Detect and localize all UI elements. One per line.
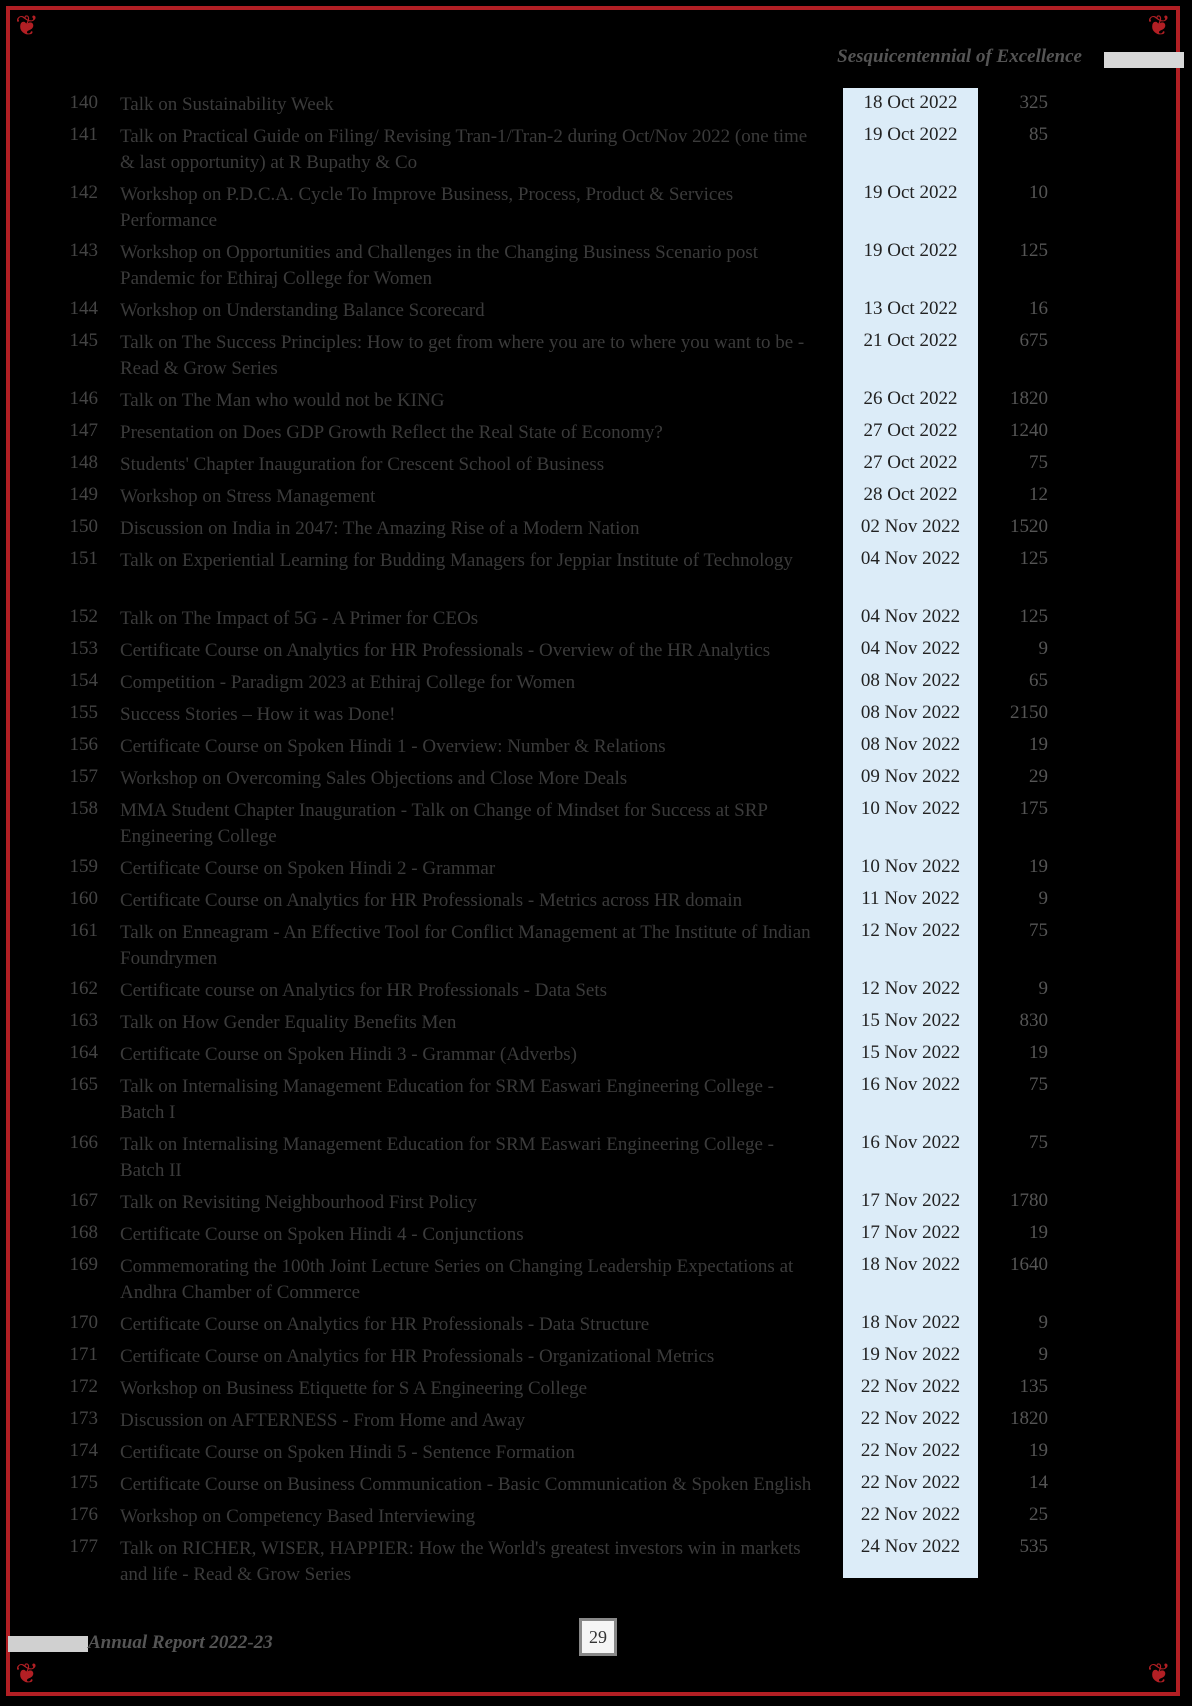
table-row bbox=[0, 92, 1192, 124]
row-count: 125 bbox=[1019, 606, 1048, 627]
table-row bbox=[0, 388, 1192, 420]
row-title: Certificate Course on Business Communication - Basic Communication & Spoken English bbox=[120, 1474, 812, 1495]
table-row bbox=[0, 1312, 1192, 1344]
row-number: 167 bbox=[69, 1190, 98, 1211]
row-date: 21 Oct 2022 bbox=[863, 330, 958, 351]
table-row bbox=[0, 1376, 1192, 1408]
row-count: 9 bbox=[1038, 1344, 1048, 1365]
row-number: 164 bbox=[69, 1042, 98, 1063]
row-count: 12 bbox=[1029, 484, 1048, 505]
row-date: 04 Nov 2022 bbox=[860, 548, 961, 569]
row-number: 145 bbox=[69, 330, 98, 351]
row-count: 125 bbox=[1019, 548, 1048, 569]
row-number: 168 bbox=[69, 1222, 98, 1243]
row-number: 170 bbox=[69, 1312, 98, 1333]
header-accent-bar bbox=[1104, 52, 1184, 68]
row-count: 16 bbox=[1029, 298, 1048, 319]
row-count: 1240 bbox=[1010, 420, 1048, 441]
row-number: 148 bbox=[69, 452, 98, 473]
table-row bbox=[0, 1254, 1192, 1312]
row-count: 10 bbox=[1029, 182, 1048, 203]
row-count: 1780 bbox=[1010, 1190, 1048, 1211]
row-date: 08 Nov 2022 bbox=[860, 702, 961, 723]
row-number: 152 bbox=[69, 606, 98, 627]
row-count: 175 bbox=[1019, 798, 1048, 819]
table-row bbox=[0, 1010, 1192, 1042]
row-date: 19 Nov 2022 bbox=[860, 1344, 961, 1365]
table-row bbox=[0, 484, 1192, 516]
table-row bbox=[0, 978, 1192, 1010]
row-count: 1820 bbox=[1010, 388, 1048, 409]
row-date: 16 Nov 2022 bbox=[860, 1074, 961, 1095]
row-count: 75 bbox=[1029, 920, 1048, 941]
row-number: 176 bbox=[69, 1504, 98, 1525]
row-date: 26 Oct 2022 bbox=[863, 388, 958, 409]
row-date: 18 Nov 2022 bbox=[860, 1312, 961, 1333]
row-title: Workshop on Competency Based Interviewing bbox=[120, 1506, 476, 1527]
table-row bbox=[0, 638, 1192, 670]
table-row bbox=[0, 1042, 1192, 1074]
corner-ornament-icon: ❦ bbox=[15, 11, 39, 42]
row-title: Talk on Sustainability Week bbox=[120, 94, 334, 115]
row-date: 15 Nov 2022 bbox=[860, 1042, 961, 1063]
row-title: Talk on Internalising Management Education for SRM Easwari Engineering College - Batch I bbox=[120, 1076, 774, 1123]
table-row bbox=[0, 606, 1192, 638]
row-number: 166 bbox=[69, 1132, 98, 1153]
corner-ornament-icon: ❦ bbox=[15, 1659, 39, 1690]
row-count: 830 bbox=[1019, 1010, 1048, 1031]
row-number: 144 bbox=[69, 298, 98, 319]
row-number: 163 bbox=[69, 1010, 98, 1031]
row-title: Certificate Course on Spoken Hindi 1 - Overview: Number & Relations bbox=[120, 736, 666, 757]
footer-accent-bar bbox=[8, 1636, 88, 1652]
row-count: 19 bbox=[1029, 1222, 1048, 1243]
row-date: 19 Oct 2022 bbox=[863, 124, 958, 145]
row-count: 14 bbox=[1029, 1472, 1048, 1493]
row-date: 19 Oct 2022 bbox=[863, 182, 958, 203]
row-title: Students' Chapter Inauguration for Crescent School of Business bbox=[120, 454, 605, 475]
row-count: 75 bbox=[1029, 1132, 1048, 1153]
row-title: Discussion on AFTERNESS - From Home and Away bbox=[120, 1410, 526, 1431]
row-count: 675 bbox=[1019, 330, 1048, 351]
row-title: Workshop on Stress Management bbox=[120, 486, 376, 507]
row-number: 151 bbox=[69, 548, 98, 569]
table-row bbox=[0, 182, 1192, 240]
row-title: Certificate Course on Spoken Hindi 3 - Grammar (Adverbs) bbox=[120, 1044, 577, 1065]
row-title: Talk on The Success Principles: How to get from where you are to where you want to be - Read & Grow Series bbox=[120, 332, 805, 379]
row-title: Discussion on India in 2047: The Amazing Rise of a Modern Nation bbox=[120, 518, 640, 539]
row-number: 165 bbox=[69, 1074, 98, 1095]
row-count: 9 bbox=[1038, 978, 1048, 999]
row-date: 17 Nov 2022 bbox=[860, 1190, 961, 1211]
footer-report-title: Annual Report 2022-23 bbox=[88, 1632, 273, 1653]
row-title: Workshop on Opportunities and Challenges in the Changing Business Scenario post Pandemic for Ethiraj College for Women bbox=[120, 242, 759, 289]
row-title: Certificate Course on Spoken Hindi 4 - Conjunctions bbox=[120, 1224, 524, 1245]
row-count: 19 bbox=[1029, 1042, 1048, 1063]
row-date: 27 Oct 2022 bbox=[863, 420, 958, 441]
row-count: 1520 bbox=[1010, 516, 1048, 537]
row-count: 9 bbox=[1038, 1312, 1048, 1333]
row-count: 325 bbox=[1019, 92, 1048, 113]
row-title: Workshop on Overcoming Sales Objections and Close More Deals bbox=[120, 768, 628, 789]
table-row bbox=[0, 702, 1192, 734]
row-date: 12 Nov 2022 bbox=[860, 920, 961, 941]
row-number: 157 bbox=[69, 766, 98, 787]
row-title: Certificate course on Analytics for HR Professionals - Data Sets bbox=[120, 980, 608, 1001]
table-row bbox=[0, 330, 1192, 388]
row-title: Talk on Enneagram - An Effective Tool for Conflict Management at The Institute of Indian Foundrymen bbox=[120, 922, 811, 969]
corner-ornament-icon: ❦ bbox=[1147, 11, 1171, 42]
row-date: 22 Nov 2022 bbox=[860, 1472, 961, 1493]
row-count: 135 bbox=[1019, 1376, 1048, 1397]
row-title: Talk on Practical Guide on Filing/ Revising Tran-1/Tran-2 during Oct/Nov 2022 (one time & last opportunity) at R Bupathy & Co bbox=[120, 126, 808, 173]
row-title: Certificate Course on Analytics for HR Professionals - Overview of the HR Analytics bbox=[120, 640, 771, 661]
row-count: 75 bbox=[1029, 1074, 1048, 1095]
row-number: 156 bbox=[69, 734, 98, 755]
row-number: 141 bbox=[69, 124, 98, 145]
row-number: 162 bbox=[69, 978, 98, 999]
row-number: 143 bbox=[69, 240, 98, 261]
row-title: Certificate Course on Analytics for HR Professionals - Data Structure bbox=[120, 1314, 650, 1335]
row-count: 535 bbox=[1019, 1536, 1048, 1557]
row-title: Workshop on P.D.C.A. Cycle To Improve Business, Process, Product & Services Performance bbox=[120, 184, 734, 231]
row-date: 17 Nov 2022 bbox=[860, 1222, 961, 1243]
header-title: Sesquicentennial of Excellence bbox=[837, 46, 1082, 67]
row-number: 149 bbox=[69, 484, 98, 505]
row-count: 25 bbox=[1029, 1504, 1048, 1525]
row-date: 22 Nov 2022 bbox=[860, 1504, 961, 1525]
row-title: Certificate Course on Spoken Hindi 5 - Sentence Formation bbox=[120, 1442, 575, 1463]
row-number: 171 bbox=[69, 1344, 98, 1365]
row-count: 19 bbox=[1029, 856, 1048, 877]
row-title: Talk on Experiential Learning for Budding Managers for Jeppiar Institute of Technology bbox=[120, 550, 793, 571]
row-count: 2150 bbox=[1010, 702, 1048, 723]
table-row bbox=[0, 124, 1192, 182]
table-row bbox=[0, 1408, 1192, 1440]
row-date: 15 Nov 2022 bbox=[860, 1010, 961, 1031]
row-number: 172 bbox=[69, 1376, 98, 1397]
table-row bbox=[0, 920, 1192, 978]
row-number: 174 bbox=[69, 1440, 98, 1461]
table-row bbox=[0, 1536, 1192, 1594]
row-date: 02 Nov 2022 bbox=[860, 516, 961, 537]
row-count: 75 bbox=[1029, 452, 1048, 473]
row-date: 18 Nov 2022 bbox=[860, 1254, 961, 1275]
row-date: 11 Nov 2022 bbox=[861, 888, 960, 909]
row-count: 9 bbox=[1038, 888, 1048, 909]
row-date: 09 Nov 2022 bbox=[860, 766, 961, 787]
corner-ornament-icon: ❦ bbox=[1147, 1659, 1171, 1690]
table-row bbox=[0, 452, 1192, 484]
row-count: 29 bbox=[1029, 766, 1048, 787]
row-title: MMA Student Chapter Inauguration - Talk on Change of Mindset for Success at SRP Engineering College bbox=[120, 800, 768, 847]
row-date: 27 Oct 2022 bbox=[863, 452, 958, 473]
table-row bbox=[0, 766, 1192, 798]
row-number: 175 bbox=[69, 1472, 98, 1493]
page-number: 29 bbox=[579, 1618, 617, 1656]
table-row bbox=[0, 420, 1192, 452]
row-title: Certificate Course on Analytics for HR Professionals - Organizational Metrics bbox=[120, 1346, 715, 1367]
row-count: 19 bbox=[1029, 1440, 1048, 1461]
row-count: 125 bbox=[1019, 240, 1048, 261]
row-count: 19 bbox=[1029, 734, 1048, 755]
table-row bbox=[0, 798, 1192, 856]
row-title: Talk on The Man who would not be KING bbox=[120, 390, 445, 411]
table-row bbox=[0, 734, 1192, 766]
row-date: 12 Nov 2022 bbox=[860, 978, 961, 999]
table-row bbox=[0, 298, 1192, 330]
row-date: 22 Nov 2022 bbox=[860, 1376, 961, 1397]
row-date: 19 Oct 2022 bbox=[863, 240, 958, 261]
row-count: 85 bbox=[1029, 124, 1048, 145]
row-date: 16 Nov 2022 bbox=[860, 1132, 961, 1153]
events-table bbox=[0, 92, 1192, 1594]
row-number: 140 bbox=[69, 92, 98, 113]
table-row bbox=[0, 516, 1192, 548]
row-number: 142 bbox=[69, 182, 98, 203]
row-date: 04 Nov 2022 bbox=[860, 638, 961, 659]
row-title: Talk on The Impact of 5G - A Primer for CEOs bbox=[120, 608, 479, 629]
row-date: 08 Nov 2022 bbox=[860, 734, 961, 755]
table-row bbox=[0, 670, 1192, 702]
row-date: 04 Nov 2022 bbox=[860, 606, 961, 627]
row-date: 13 Oct 2022 bbox=[863, 298, 958, 319]
row-number: 160 bbox=[69, 888, 98, 909]
row-number: 147 bbox=[69, 420, 98, 441]
row-date: 22 Nov 2022 bbox=[860, 1440, 961, 1461]
table-row bbox=[0, 888, 1192, 920]
table-row bbox=[0, 1190, 1192, 1222]
table-row bbox=[0, 1222, 1192, 1254]
row-date: 10 Nov 2022 bbox=[860, 798, 961, 819]
table-row bbox=[0, 1504, 1192, 1536]
row-number: 150 bbox=[69, 516, 98, 537]
row-number: 169 bbox=[69, 1254, 98, 1275]
row-number: 155 bbox=[69, 702, 98, 723]
table-row bbox=[0, 1074, 1192, 1132]
table-row bbox=[0, 1344, 1192, 1376]
row-number: 161 bbox=[69, 920, 98, 941]
table-row bbox=[0, 548, 1192, 606]
row-count: 9 bbox=[1038, 638, 1048, 659]
table-row bbox=[0, 240, 1192, 298]
table-row bbox=[0, 1472, 1192, 1504]
row-title: Certificate Course on Spoken Hindi 2 - Grammar bbox=[120, 858, 496, 879]
row-title: Workshop on Business Etiquette for S A Engineering College bbox=[120, 1378, 588, 1399]
row-title: Workshop on Understanding Balance Scorecard bbox=[120, 300, 485, 321]
row-title: Certificate Course on Analytics for HR Professionals - Metrics across HR domain bbox=[120, 890, 743, 911]
row-number: 146 bbox=[69, 388, 98, 409]
row-count: 65 bbox=[1029, 670, 1048, 691]
row-number: 177 bbox=[69, 1536, 98, 1557]
row-date: 28 Oct 2022 bbox=[863, 484, 958, 505]
row-date: 18 Oct 2022 bbox=[863, 92, 958, 113]
row-number: 158 bbox=[69, 798, 98, 819]
row-date: 08 Nov 2022 bbox=[860, 670, 961, 691]
row-date: 24 Nov 2022 bbox=[860, 1536, 961, 1557]
row-count: 1820 bbox=[1010, 1408, 1048, 1429]
row-date: 10 Nov 2022 bbox=[860, 856, 961, 877]
row-title: Competition - Paradigm 2023 at Ethiraj College for Women bbox=[120, 672, 576, 693]
row-title: Talk on How Gender Equality Benefits Men bbox=[120, 1012, 457, 1033]
row-number: 153 bbox=[69, 638, 98, 659]
row-title: Commemorating the 100th Joint Lecture Series on Changing Leadership Expectations at Andhra Chamber of Commerce bbox=[120, 1256, 794, 1303]
row-title: Talk on Revisiting Neighbourhood First Policy bbox=[120, 1192, 478, 1213]
row-title: Success Stories – How it was Done! bbox=[120, 704, 396, 725]
row-number: 154 bbox=[69, 670, 98, 691]
row-date: 22 Nov 2022 bbox=[860, 1408, 961, 1429]
row-number: 159 bbox=[69, 856, 98, 877]
row-title: Talk on Internalising Management Education for SRM Easwari Engineering College - Batch II bbox=[120, 1134, 774, 1181]
row-count: 1640 bbox=[1010, 1254, 1048, 1275]
table-row bbox=[0, 1132, 1192, 1190]
row-title: Presentation on Does GDP Growth Reflect the Real State of Economy? bbox=[120, 422, 663, 443]
table-row bbox=[0, 1440, 1192, 1472]
table-row bbox=[0, 856, 1192, 888]
row-title: Talk on RICHER, WISER, HAPPIER: How the World's greatest investors win in markets and life - Read & Grow Series bbox=[120, 1538, 801, 1585]
row-number: 173 bbox=[69, 1408, 98, 1429]
